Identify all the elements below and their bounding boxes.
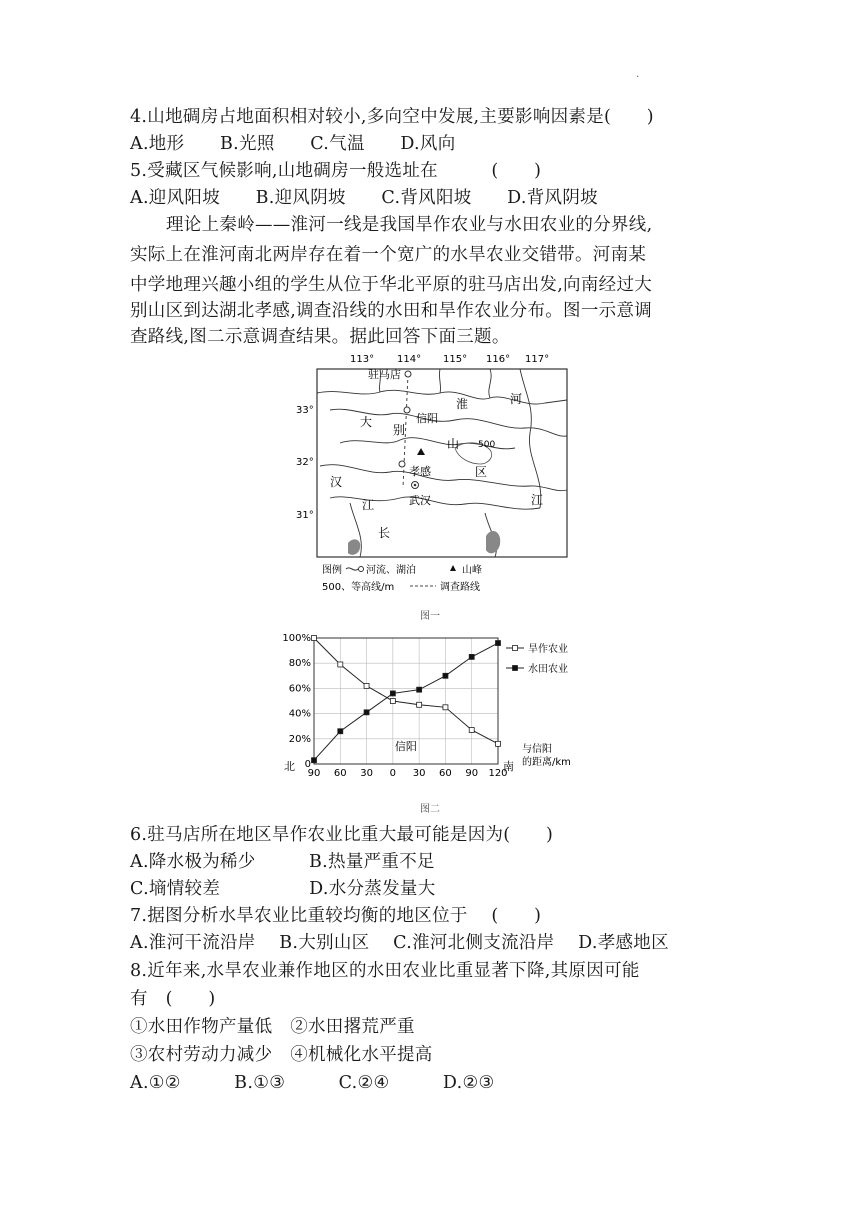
passage-line-3: 中学地理兴趣小组的学生从位于华北平原的驻马店出发,向南经过大 xyxy=(130,275,653,295)
legend-title: 图例 xyxy=(322,565,342,576)
city-marker xyxy=(404,407,410,413)
data-point xyxy=(338,729,343,734)
region-char: 大 xyxy=(360,415,373,429)
y-tick-label: 60% xyxy=(288,683,311,695)
question-5-options: A.迎风阳坡 B.迎风阴坡 C.背风阳坡 D.背风阴坡 xyxy=(130,188,598,208)
figure-2-caption: 图二 xyxy=(420,804,440,815)
data-point xyxy=(417,702,422,707)
city-marker xyxy=(399,461,405,467)
data-point xyxy=(312,758,317,763)
question-8-statements-34: ③农村劳动力减少 ④机械化水平提高 xyxy=(130,1045,433,1065)
x-tick-label: 60 xyxy=(439,768,452,778)
question-8: 8.近年来,水旱农业兼作地区的水田农业比重显著下降,其原因可能 xyxy=(130,961,640,981)
map-figure xyxy=(290,348,590,607)
river-char: 江 xyxy=(362,498,375,512)
passage-line-4: 别山区到达湖北孝感,调查沿线的水田和旱作农业分布。图一示意调 xyxy=(130,301,653,321)
lat-label: 33° xyxy=(296,405,314,416)
question-8-options: A.①② B.①③ C.②④ D.②③ xyxy=(130,1073,495,1093)
place-label: 信阳 xyxy=(416,412,438,425)
map-frame xyxy=(317,369,567,557)
legend-marker xyxy=(513,646,518,651)
lake xyxy=(348,539,360,554)
data-point xyxy=(496,741,501,746)
passage-line-1: 理论上秦岭——淮河一线是我国旱作农业与水田农业的分界线, xyxy=(166,215,653,235)
place-label: 武汉 xyxy=(409,494,431,507)
passage-line-2: 实际上在淮河南北两岸存在着一个宽广的水旱农业交错带。河南某 xyxy=(130,245,647,265)
data-point xyxy=(469,654,474,659)
region-char: 区 xyxy=(475,465,488,479)
map-svg xyxy=(290,348,590,603)
page-mark: · xyxy=(636,72,640,83)
river-char: 汉 xyxy=(330,475,343,489)
river-lines xyxy=(317,369,567,557)
x-tick-label: 60 xyxy=(333,768,347,778)
river-char: 江 xyxy=(531,493,544,507)
x-tick-label: 90 xyxy=(307,768,321,778)
legend-label: 旱作农业 xyxy=(528,644,568,655)
data-point xyxy=(496,641,501,646)
region-char: 山 xyxy=(447,437,460,451)
x-axis-label: 的距离/km xyxy=(522,757,571,768)
data-point xyxy=(390,691,395,696)
question-7-options: A.淮河干流沿岸 B.大别山区 C.淮河北侧支流沿岸 D.孝感地区 xyxy=(130,933,669,953)
question-4: 4.山地碉房占地面积相对较小,多向空中发展,主要影响因素是( ) xyxy=(130,107,654,127)
y-tick-label: 100% xyxy=(282,633,311,644)
question-4-options: A.地形 B.光照 C.气温 D.风向 xyxy=(130,134,456,154)
legend-river-label: 河流、湖泊 xyxy=(366,565,416,576)
river-char: 长 xyxy=(378,526,391,540)
x-tick-label: 120 xyxy=(488,768,508,778)
lon-label: 113° xyxy=(350,354,375,365)
y-tick-label: 80% xyxy=(288,658,311,670)
legend-lake-symbol xyxy=(359,567,364,572)
question-6-options-cd: C.墒情较差 D.水分蒸发量大 xyxy=(130,879,436,899)
legend-river-symbol xyxy=(346,568,358,570)
data-point xyxy=(469,727,474,732)
question-6-options-ab: A.降水极为稀少 B.热量严重不足 xyxy=(130,852,435,872)
question-8-cont: 有 ( ) xyxy=(130,989,216,1009)
x-tick-label: 30 xyxy=(412,768,426,778)
lake xyxy=(486,531,500,553)
contour-label: 500 xyxy=(478,440,496,450)
place-label: 孝感 xyxy=(409,465,431,478)
legend-label: 水田农业 xyxy=(528,664,568,675)
x-tick-label: 30 xyxy=(360,768,373,778)
mountain-peak-icon xyxy=(417,448,425,455)
y-tick-label: 0 xyxy=(304,759,311,770)
north-label: 北 xyxy=(284,760,295,773)
y-tick-label: 20% xyxy=(288,733,311,745)
lon-label: 116° xyxy=(486,354,511,365)
data-point xyxy=(312,636,317,641)
y-tick-label: 40% xyxy=(288,708,311,720)
data-point xyxy=(417,687,422,692)
question-5: 5.受藏区气候影响,山地碉房一般选址在 ( ) xyxy=(130,161,542,181)
data-point xyxy=(364,683,369,688)
x-tick-label: 90 xyxy=(465,768,479,778)
legend-marker xyxy=(513,666,518,671)
river-char: 河 xyxy=(510,392,523,406)
river-char: 淮 xyxy=(456,397,469,411)
place-label: 驻马店 xyxy=(368,368,401,381)
legend-peak-icon xyxy=(450,565,456,571)
data-point xyxy=(364,710,369,715)
lon-label: 114° xyxy=(397,354,422,365)
x-tick-label: 0 xyxy=(389,768,397,778)
data-point xyxy=(338,662,343,667)
data-point xyxy=(390,699,395,704)
chart-svg xyxy=(276,628,616,778)
lat-label: 31° xyxy=(296,510,314,521)
chart-figure xyxy=(276,628,616,782)
lon-label: 117° xyxy=(525,354,550,365)
region-char: 别 xyxy=(393,423,406,437)
legend-contour-label: 500、等高线/m xyxy=(322,582,395,593)
city-marker-center xyxy=(414,484,417,487)
center-label: 信阳 xyxy=(394,740,417,753)
lon-label: 115° xyxy=(443,354,468,365)
question-8-statements-12: ①水田作物产量低 ②水田撂荒严重 xyxy=(130,1017,415,1037)
data-point xyxy=(443,673,448,678)
lat-label: 32° xyxy=(296,457,314,468)
passage-line-5: 查路线,图二示意调查结果。据此回答下面三题。 xyxy=(130,327,510,347)
figure-1-caption: 图一 xyxy=(420,611,440,622)
city-marker xyxy=(405,371,411,377)
question-7: 7.据图分析水旱农业比重较均衡的地区位于 ( ) xyxy=(130,906,542,926)
legend-peak-label: 山峰 xyxy=(462,565,482,576)
south-label: 南 xyxy=(503,760,514,773)
x-axis-label: 与信阳 xyxy=(522,744,552,755)
data-point xyxy=(443,705,448,710)
legend-route-label: 调查路线 xyxy=(440,582,480,593)
question-6: 6.驻马店所在地区旱作农业比重大最可能是因为( ) xyxy=(130,825,554,845)
